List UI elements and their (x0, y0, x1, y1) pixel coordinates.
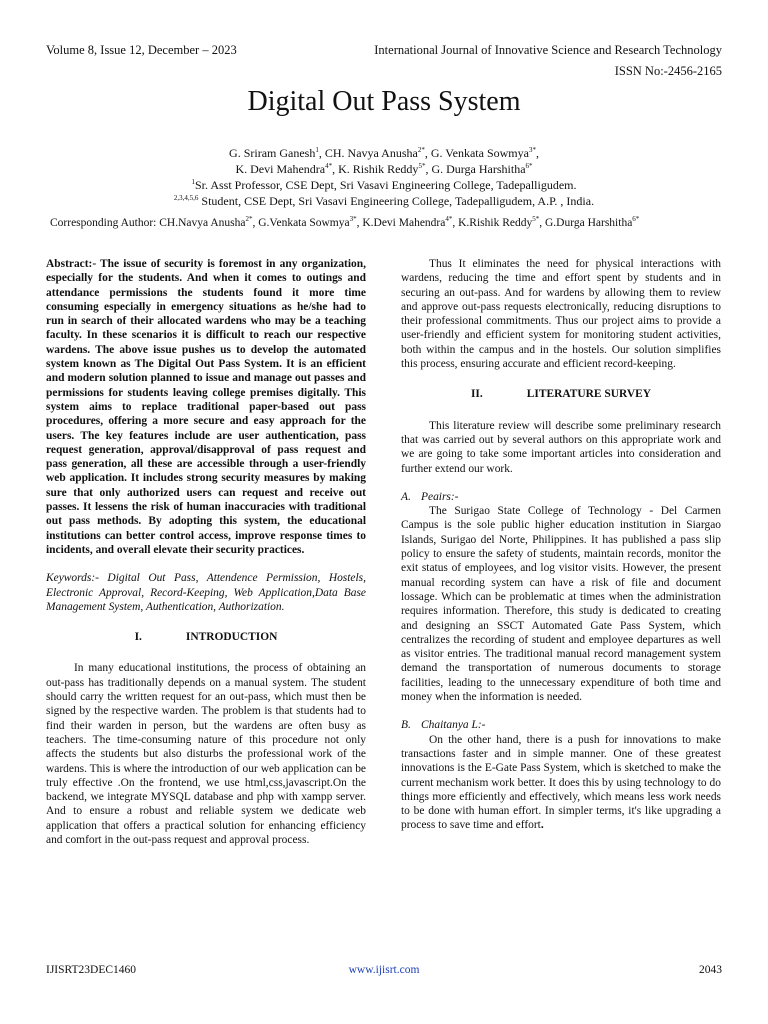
section-heading-introduction (46, 630, 366, 644)
author-name: G.Durga Harshitha (545, 217, 633, 229)
author-sup: 6* (525, 162, 533, 170)
journal-website-link[interactable]: www.ijisrt.com (348, 964, 420, 976)
author-sup: 6* (632, 215, 640, 224)
subsection-a-paragraph: The Surigao State College of Technology - Del Carmen Campus is the sole public higher education institution in Siargao Islands, Surigao del Norte, Philippines. It has published a pass slip policy to ensure the safety of students, maintain records, monitor the exit status of employees, and log visitor visits. However, the present manual recording system can have a risk of file and document lossage. Which can be problematic at times when the administration requires information. Therefore, this study is dedicated to creating and designing an SSCT Automated Gate Pass System, which centralizes the recording of student and employee departures as well as visitor entries. The traditional manual record management system demand the transportation of numerous documents to storage facilities, leading to the unnecessary expenditure of both time and money when the information is needed. (401, 505, 721, 704)
subsection-b-paragraph (401, 733, 721, 833)
section-number: I. (134, 631, 142, 644)
literature-intro-paragraph: This literature review will describe some preliminary research that was carried out by several authors on this appropriate work and we are going to take some important articles into consideration and further extend our work. (401, 419, 721, 475)
corresponding-label: Corresponding Author: (50, 217, 160, 229)
paper-id: IJISRT23DEC1460 (46, 964, 137, 976)
author-name: K. Rishik Reddy (338, 162, 419, 176)
author-name: K.Devi Mahendra (362, 217, 446, 229)
author-name: K. Devi Mahendra (235, 162, 326, 176)
author-name: CH.Navya Anusha (159, 217, 246, 229)
author-sup: 1 (315, 146, 319, 154)
author-sup: 3* (528, 146, 536, 154)
subsection-letter: A. (401, 490, 411, 503)
paper-title: Digital Out Pass System (247, 86, 521, 117)
author-block (0, 145, 768, 209)
keywords: Keywords:- Digital Out Pass, Attendence Permission, Hostels, Electronic Approval, Record-Keeping, Web Application,Data Base Management System, Authentication, Authorization. (46, 572, 366, 613)
affiliation-1 (0, 177, 768, 193)
section-title: LITERATURE SURVEY (526, 388, 652, 401)
journal-name: International Journal of Innovative Science and Research Technology (374, 43, 722, 57)
issn: ISSN No:-2456-2165 (614, 64, 722, 78)
author-sup: 2* (245, 215, 253, 224)
author-line-1: G. Sriram Ganesh$^1$, CH. Navya Anusha$^{2*}$, G. Venkata Sowmya$^{3*}$, (229, 146, 539, 160)
subsection-heading-b (401, 718, 721, 732)
author-name: K.Rishik Reddy (458, 217, 533, 229)
author-name: G. Sriram Ganesh (229, 146, 316, 160)
affiliation-sup: 1 (191, 178, 195, 186)
subsection-title: Peairs:- (421, 490, 459, 503)
author-line-2: K. Devi Mahendra$^{4*}$, K. Rishik Reddy$^{5*}$, G. Durga Harshitha$^{6*}$ (235, 162, 533, 176)
author-sup: 5* (418, 162, 426, 170)
author-sup: 4* (325, 162, 333, 170)
affiliation-text: Student, CSE Dept, Sri Vasavi Engineering College, Tadepalligudem, A.P. , India. (198, 194, 595, 208)
section-heading-literature-survey (401, 387, 721, 401)
affiliation-2 (0, 193, 768, 209)
subsection-b-end: . (540, 819, 544, 832)
subsection-letter: B. (401, 719, 411, 732)
affiliation-text: Sr. Asst Professor, CSE Dept, Sri Vasavi Engineering College, Tadepalligudem. (194, 178, 577, 192)
section-number: II. (470, 388, 483, 401)
right-column (401, 257, 721, 833)
section-title: INTRODUCTION (185, 631, 278, 644)
author-sup: 2* (417, 146, 425, 154)
page-number: 2043 (699, 964, 722, 976)
subsection-b-text: On the other hand, there is a push for innovations to make transactions faster and in simple manner. One of these greatest innovations is the E-Gate Pass System, which is sketched to make the current mechanism work better. It does this by using technology to do things more efficiently and effectively, which means less work needs to be done with human effort. In simpler terms, it's like upgrading a process to save time and effort (401, 733, 721, 832)
left-column (46, 257, 366, 847)
author-name: G. Venkata Sowmya (430, 146, 529, 160)
subsection-heading-a (401, 490, 721, 504)
volume-issue: Volume 8, Issue 12, December – 2023 (46, 43, 237, 57)
corresponding-authors: Corresponding Author: CH.Navya Anusha$^{2*}$, G.Venkata Sowmya$^{3*}$, K.Devi Mahendra$^{4*}$, K.Rishik Reddy$^{5*}$, G.Durga Harshitha$^{6*}$ (50, 215, 640, 229)
introduction-paragraph: In many educational institutions, the process of obtaining an out-pass has traditionally depends on a manual system. The student should carry the written request for an out-pass, which must then be signed by the respective warden. The problem is that students had to find their warden in person, but the wardens are often busy as teachers. The time-consuming nature of this procedure not only affects the students but also disturbs the professional work of the wardens. This is where the introduction of our web application can be truly effective .On the frontend, we use html,css,javascript.On the backend, we integrate MYSQL database and php with xampp server. And to ensure a robust and reliable system we dedicate web application that offers a practical solution for enhancing efficiency and comfort in the out-pass request and approval process. (46, 662, 366, 846)
author-name: G. Durga Harshitha (431, 162, 526, 176)
subsection-title: Chaitanya L:- (421, 719, 486, 732)
intro-continuation-paragraph: Thus It eliminates the need for physical interactions with wardens, reducing the time and effort spent by students and in securing an out-pass. And for wardens by allowing them to review and approve out-pass requests electronically, reducing disruptions to their professional commitments. Thus our project aims to provide a user-friendly and efficient system for monitoring student activities, both within the campus and in the hostels. Our solution simplifies this process, ensuring accurate and efficient record-keeping. (401, 258, 721, 371)
author-sup: 3* (349, 215, 357, 224)
author-sup: 5* (532, 215, 540, 224)
author-sup: 4* (445, 215, 453, 224)
affiliation-sup: 2,3,4,5,6 (173, 194, 199, 202)
author-name: G.Venkata Sowmya (258, 217, 350, 229)
author-name: CH. Navya Anusha (324, 146, 418, 160)
abstract: Abstract:- The issue of security is foremost in any organization, especially for the students. And when it comes to outings and attendance permissions the students found it more time consuming especially in emergency situations as he/she had to run in search of their allocated wardens who may be a teaching faculty. In these scenarios it is difficult to reach our respective wardens. The above issue pushes us to develop the automated system known as The Digital Out Pass System. It is an efficient and modern solution planned to issue and manage out passes and permissions for students leaving college premises digitally. This system aims to replace traditional paper-based out pass procedures, offering a more secure and easy approach for the users. The key features include are user authentication, pass request generation, approval/disapproval of pass request and pass generation, all these are accessible through a user-friendly web application. It includes strong security measures by making sure that only authorized users can request and receive out passes. It lessens the risk of human inaccuracies with traditional out pass methods. By adopting this system, the educational institutions can better control access, improve response times to incidents, and overall elevate their security practices. (46, 258, 366, 556)
